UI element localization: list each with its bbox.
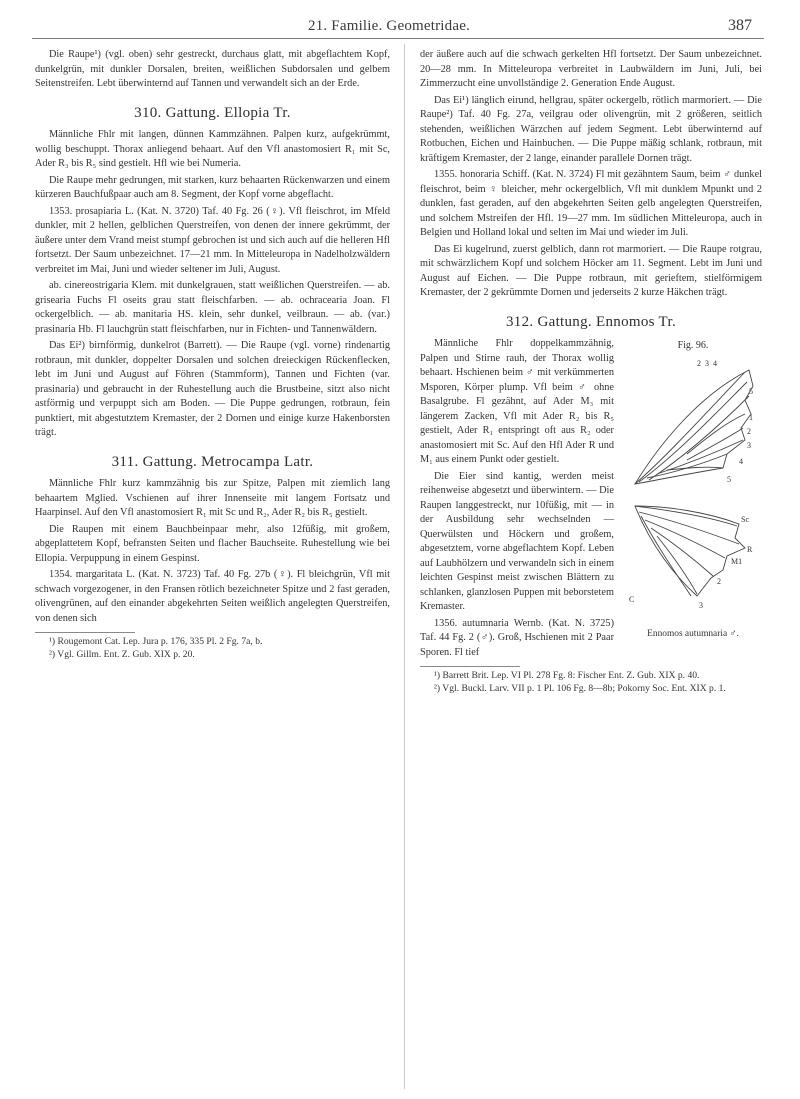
footnote-rule bbox=[35, 632, 135, 633]
vein-label: 4 bbox=[713, 358, 717, 368]
paragraph: Die Raupen mit einem Bauchbeinpaar mehr, also 12füßig, mit großem, abgeplattetem Kopf, befransten Seiten und flacher Bauchseite. Ruhestellung wie bei Ellopia. Verpuppung in einem Gespinst. bbox=[35, 523, 390, 564]
left-column bbox=[35, 48, 390, 661]
vein-label: 3 bbox=[705, 358, 709, 368]
right-column bbox=[420, 48, 762, 695]
paragraph: Die Raupe¹) (vgl. oben) sehr gestreckt, durchaus glatt, mit abgeflachtem Kopf, dunkelgrün, mit dunkler Dorsalen, breiten, weißlichen Subdorsalen und gelbem Seitenstreifen. Lebt überwinternd auf Tannen und verwandelt sich an der Erde. bbox=[35, 49, 390, 89]
figure-label: Fig. 96. bbox=[677, 340, 709, 351]
paragraph: Die Eier sind kantig, werden meist reihenweise abgesetzt und überwintern. — Die Raupen langgestreckt, nur 10füßig, mit — in der Ausbildung sehr wechselnden — Querwülsten und Höckern und großem, abgesetztem, vorne abgeflachtem Kopf. Leben auf Laubhölzern und verwandeln sich in einem leichten Gespinst meist zwischen Blättern zu schlanken, glanzlosen Puppen mit beborstetem Kremaster. bbox=[420, 470, 614, 612]
running-title: 21. Familie. Geometridae. bbox=[308, 18, 471, 34]
species-entry-1356: 1356. autumnaria Wernb. (Kat. N. 3725) Taf. 44 Fg. 2 (♂). Groß, Hschienen mit 2 Paar Sporen. Fl tief bbox=[420, 617, 614, 658]
species-entry-1355: 1355. honoraria Schiff. (Kat. N. 3724) Fl mit gezähntem Saum, beim ♂ dunkel fleischrot, beim ♀ bleicher, mehr ockergelblich, Vfl mit dunklem Mpunkt und 2 dunklen, fast geraden, auf den abgekehrten Seiten gelb angelegten Querstreifen, und solchem Mstreifen der Hfl. 19—27 mm. Im südlichen Mitteleuropa, auch in Belgien und Holland lokal und selten im Mai und wieder im Juli. bbox=[420, 169, 762, 238]
paragraph: Die Raupe mehr gedrungen, mit starken, kurz behaarten Rückenwarzen und einem kürzeren Bauchfußpaar auch am 8. Segment, der Kopf vorne abgeflacht. bbox=[35, 174, 390, 200]
vein-label: 2 bbox=[747, 426, 751, 436]
running-header bbox=[0, 18, 800, 44]
footnote: ²) Vgl. Buckl. Larv. VII p. 1 Pl. 106 Fg. 8—8b; Pokorny Soc. Ent. XIX p. 1. bbox=[434, 682, 726, 694]
vein-label: 1 bbox=[749, 412, 753, 422]
vein-label: 5 bbox=[749, 386, 753, 396]
footnote: ¹) Barrett Brit. Lep. VI Pl. 278 Fg. 8: Fischer Ent. Z. Gub. XIX p. 40. bbox=[434, 670, 700, 681]
figure-96 bbox=[624, 339, 762, 640]
section-heading-310: 310. Gattung. Ellopia Tr. bbox=[134, 104, 291, 121]
footnote: ²) Vgl. Gillm. Ent. Z. Gub. XIX p. 20. bbox=[49, 648, 195, 660]
paragraph: der äußere auch auf die schwach gerkelten Hfl fortsetzt. Der Saum unbezeichnet. 20—28 mm. In Mitteleuropa verbreitet in Laubwäldern im Juni, Juli, bei Zimmerzucht eine unvollständige 2. Generation Ende August. bbox=[420, 49, 762, 89]
section-heading-311: 311. Gattung. Metrocampa Latr. bbox=[111, 453, 314, 470]
vein-label: M1 bbox=[731, 556, 743, 566]
vein-label: 3 bbox=[699, 600, 703, 610]
figure-caption: Ennomos autumnaria ♂. bbox=[647, 628, 739, 639]
paragraph: Das Ei kugelrund, zuerst gelblich, dann rot marmoriert. — Die Raupe rotgrau, mit schwärzlichem Kopf und solchem Höcker am 11. Segment. Lebt im Juni und August auf Eichen. — Die Puppe rotbraun, mit gerieftem, stielförmigem Kremaster, der 2 gekrümmte Dornen und jederseits 2 kurze Häkchen trägt. bbox=[420, 243, 762, 298]
vein-label: C bbox=[629, 594, 635, 604]
species-entry-1353: 1353. prosapiaria L. (Kat. N. 3720) Taf. 40 Fg. 26 (♀). Vfl fleischrot, im Mfeld dunkler, mit 2 hellen, gelblichen Querstreifen, von denen der innere gekrümmt, der äußere unter dem Vrand meist stumpf gebrochen ist und sich auch auf die helleren Hfl fortsetzt. Der Saum unbezeichnet. 17—21 mm. In Mitteleuropa in Nadelholzwäldern verbreitet im Mai, Juni und wieder seltener im Juli, August. bbox=[35, 205, 390, 275]
footnote: ¹) Rougemont Cat. Lep. Jura p. 176, 335 Pl. 2 Fg. 7a, b. bbox=[49, 636, 263, 647]
paragraph: Männliche Fhlr kurz kammzähnig bis zur Spitze, Palpen mit ziemlich lang behaartem Mglied. Vschienen auf ihrer Innenseite mit langem Fortsatz und Haarpinsel. Auf den Vfl anastomosiert R₁ mit Sc und R₂, Ader R₂ bis R₅ gestielt. bbox=[35, 478, 390, 518]
section-heading-312: 312. Gattung. Ennomos Tr. bbox=[505, 313, 677, 330]
vein-label: 4 bbox=[739, 456, 743, 466]
vein-label: 3 bbox=[747, 440, 751, 450]
vein-label: 5 bbox=[727, 474, 731, 484]
species-entry-1354: 1354. margaritata L. (Kat. N. 3723) Taf. 40 Fg. 27b (♀). Fl bleichgrün, Vfl mit schwach vorgezogener, in den Fransen rötlich bezeichneter Spitze und 2 fast geraden, olivengrünen, auf den einander abgekehrten Seiten weißlich angelegten Querstreifen, von denen sich bbox=[35, 569, 390, 624]
vein-label: 2 bbox=[717, 576, 721, 586]
paragraph: Das Ei²) birnförmig, dunkelrot (Barrett). — Die Raupe (vgl. vorne) rindenartig rotbraun, mit dunkler, doppelter Dorsalen und solchen dreieckigen Rückenflecken, lebt im Juni und August auf Föhren (Stammform), Tannen und Fichten (var. prasinaria) und gebraucht in der Ruhestellung auch die Brustbeine, sitzt also nicht astförmig und verpuppt sich am Boden. — Die Puppe gedrungen, rotbraun, fein punktiert, mit abgestutztem Kremaster, der 2 Dornen und einige kurze Hakenborsten trägt. bbox=[35, 340, 390, 438]
paragraph: Männliche Fhlr doppelkammzähnig, Palpen und Stirne rauh, der Thorax wollig behaart. Hschienen beim ♂ mit verkümmerten Msporen, Körper plump. Vfl beim ♂ ohne Basalgrube. Fl gezähnt, auf Ader M₃ mit längerem Zacken, Vfl mit Ader R₂ bis R₅ gestielt, Ader R₁ entspringt oft aus R₂ oder anastomosiert mit Sc. Auf den Hfl Ader R und M₁ aus einem Punkt oder gestielt. bbox=[420, 338, 614, 465]
wing-venation-diagram bbox=[627, 356, 759, 624]
page-number: 387 bbox=[728, 17, 752, 34]
vein-label: 2 bbox=[697, 358, 701, 368]
paragraph: Männliche Fhlr mit langen, dünnen Kammzähnen. Palpen kurz, aufgekrümmt, wollig beschuppt. Thorax anliegend behaart. Auf den Vfl anastomosiert R₁ mit Sc, Ader R₃ bis R₅ sind gestielt. Hfl wie bei Numeria. bbox=[35, 129, 390, 169]
header-rule bbox=[32, 38, 764, 39]
paragraph: ab. cinereostrigaria Klem. mit dunkelgrauen, statt weißlichen Querstreifen. — ab. grisearia Fuchs Fl oseits grau statt fleischfarben. — ab. ochracearia Joan. Fl ockergelblich. — ab. manitaria HS. klein, sehr dunkel, veilbraun. — ab. (var.) prasinaria Hb. Fl lauchgrün statt fleischfarben, nur in Fichten- und Tannenwäldern. bbox=[35, 280, 390, 335]
footnote-rule bbox=[420, 666, 520, 667]
vein-label: R bbox=[747, 544, 753, 554]
paragraph: Das Ei¹) länglich eirund, hellgrau, später ockergelb, rötlich marmoriert. — Die Raupe²) Taf. 40 Fg. 27a, veilgrau oder olivengrün, mit 2 größeren, seitlich stehenden, weißlichen Wärzchen auf jedem Segment. Lebt überwinternd auf Rotbuchen, Eichen und Hainbuchen. — Die Puppe mäßig schlank, rotbraun, mit kräftigem Kremaster, der 2 lange, einander parallele Dornen trägt. bbox=[420, 94, 762, 164]
column-divider bbox=[404, 44, 405, 1089]
vein-label: Sc bbox=[741, 514, 749, 524]
